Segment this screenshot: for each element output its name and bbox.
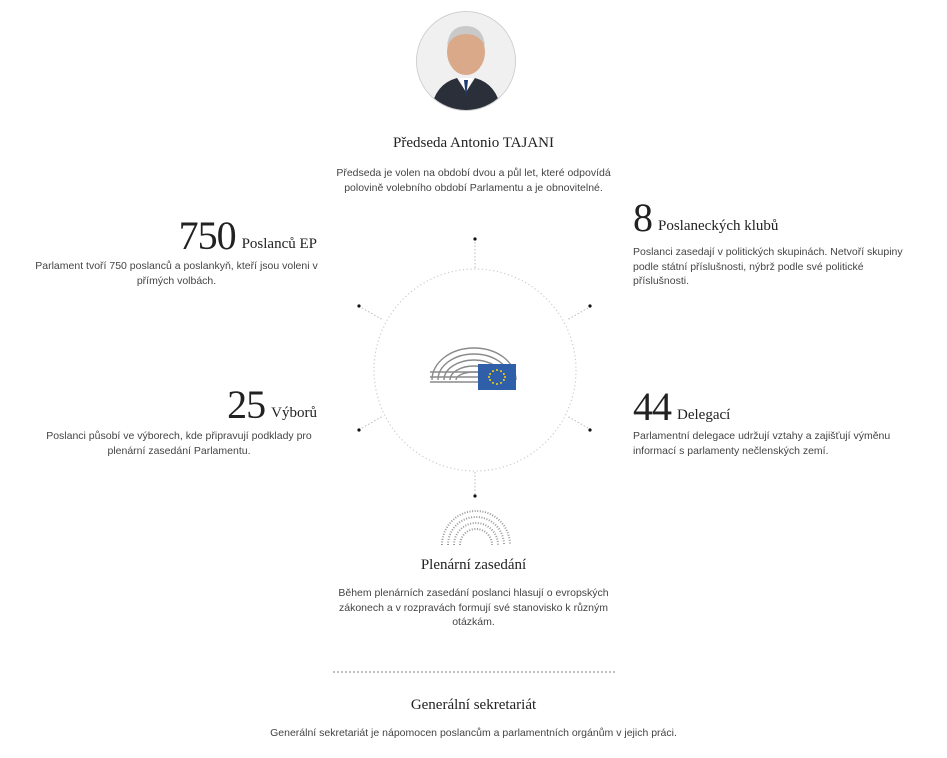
meps-description: Parlament tvoří 750 poslanců a poslankyň, kteří jsou voleni v přímých volbách. xyxy=(35,260,318,287)
committees-heading xyxy=(227,382,317,427)
president-photo xyxy=(416,11,516,111)
groups-description: Poslanci zasedají v politických skupinách. Netvoří skupiny podle státní příslušnosti, nýbrž podle své politické příslušnosti. xyxy=(633,246,903,287)
delegations-description: Parlamentní delegace udržují vztahy a zajišťují výměnu informací s parlamenty nečlenských zemí. xyxy=(633,430,891,457)
committees-number: 25 xyxy=(227,382,266,427)
plenary-title: Plenární zasedání xyxy=(420,557,527,573)
connector-top-right xyxy=(567,308,588,320)
center-dotted-circle xyxy=(374,269,576,471)
plenary-description: Během plenárních zasedání poslanci hlasují o evropských zákonech a v rozpravách formují své stanovisko k různým otázkám. xyxy=(338,587,609,628)
committees-description: Poslanci působí ve výborech, kde připravují podklady pro plenární zasedání Parlamentu. xyxy=(46,430,312,457)
meps-number: 750 xyxy=(178,213,236,258)
connector-bottom-left xyxy=(362,416,383,428)
meps-heading xyxy=(178,213,317,258)
secretariat-title: Generální sekretariát xyxy=(410,697,537,713)
eu-flag-icon xyxy=(478,364,516,390)
secretariat-description: Generální sekretariát je nápomocen poslancům a parlamentních orgánům v jejich práci. xyxy=(270,727,677,739)
section-divider xyxy=(333,671,615,673)
delegations-label: Delegací xyxy=(677,407,731,423)
plenary-hemicycle-icon xyxy=(442,511,510,545)
dot-bottom xyxy=(473,494,476,497)
delegations-heading xyxy=(633,384,731,429)
connector-bottom-right xyxy=(567,416,588,428)
groups-label: Poslaneckých klubů xyxy=(658,218,779,234)
dot-top-right xyxy=(588,304,591,307)
groups-number: 8 xyxy=(633,195,652,240)
dot-top xyxy=(473,237,476,240)
committees-label: Výborů xyxy=(271,405,317,421)
dot-bottom-left xyxy=(357,428,360,431)
connector-lines xyxy=(362,242,588,494)
connector-top-left xyxy=(362,308,383,320)
president-portrait-icon xyxy=(417,12,515,110)
delegations-number: 44 xyxy=(633,384,671,429)
meps-label: Poslanců EP xyxy=(241,236,317,252)
president-description: Předseda je volen na období dvou a půl let, které odpovídá polovině volebního období Parlamentu a je obnovitelné. xyxy=(336,167,611,194)
dot-top-left xyxy=(357,304,360,307)
groups-heading xyxy=(633,195,779,240)
president-title: Předseda Antonio TAJANI xyxy=(392,135,554,151)
connector-dots xyxy=(357,237,591,497)
dot-bottom-right xyxy=(588,428,591,431)
